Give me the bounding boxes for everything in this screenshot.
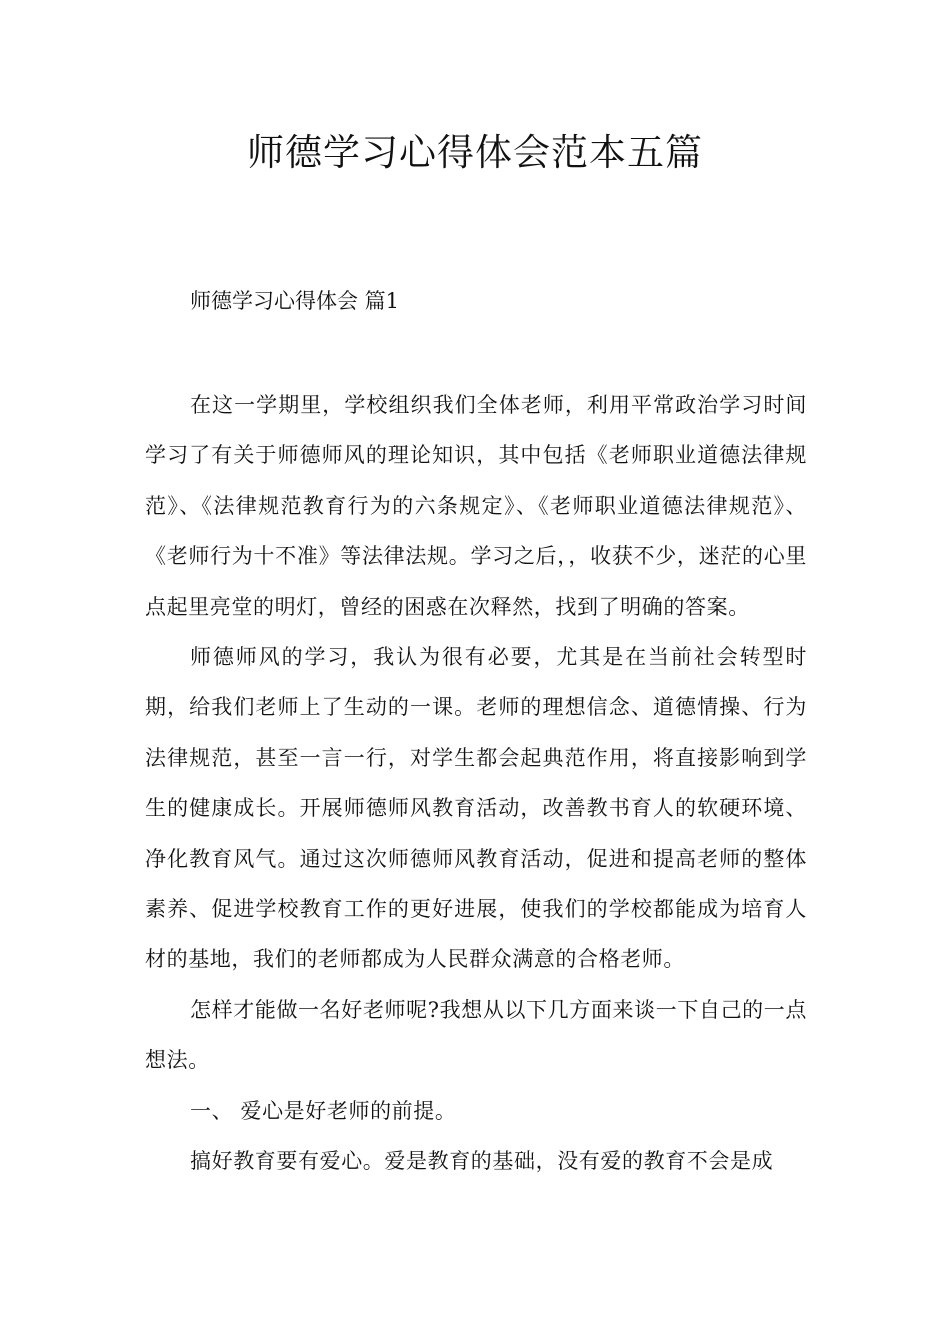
paragraph: 师德师风的学习，我认为很有必要，尤其是在当前社会转型时期，给我们老师上了生动的一课。老师的理想信念、道德情操、行为法律规范，甚至一言一行，对学生都会起典范作用，将直接影响到学生的健康成长。开展师德师风教育活动，改善教书育人的软硬环境、净化教育风气。通过这次师德师风教育活动，促进和提高老师的整体素养、促进学校教育工作的更好进展，使我们的学校都能成为培育人材的基地，我们的老师都成为人民群众满意的合格老师。 [145,645,807,972]
paragraph: 怎样才能做一名好老师呢?我想从以下几方面来谈一下自己的一点想法。 [145,997,807,1073]
paragraph: 搞好教育要有爱心。爱是教育的基础，没有爱的教育不会是成 [190,1149,774,1174]
paragraph: 在这一学期里，学校组织我们全体老师，利用平常政治学习时间学习了有关于师德师风的理论知识，其中包括《老师职业道德法律规范》、《法律规范教育行为的六条规定》、《老师职业道德法律规范》、《老师行为十不准》等法律法规。学习之后，，收获不少，迷茫的心里点起里亮堂的明灯，曾经的困惑在次释然，找到了明确的答案。 [145,393,807,619]
paragraph: 一、 爱心是好老师的前提。 [190,1098,457,1123]
document-body [145,380,807,1187]
document-title: 师德学习心得体会范本五篇 [247,131,703,174]
section-heading: 师德学习心得体会 篇1 [190,289,400,313]
